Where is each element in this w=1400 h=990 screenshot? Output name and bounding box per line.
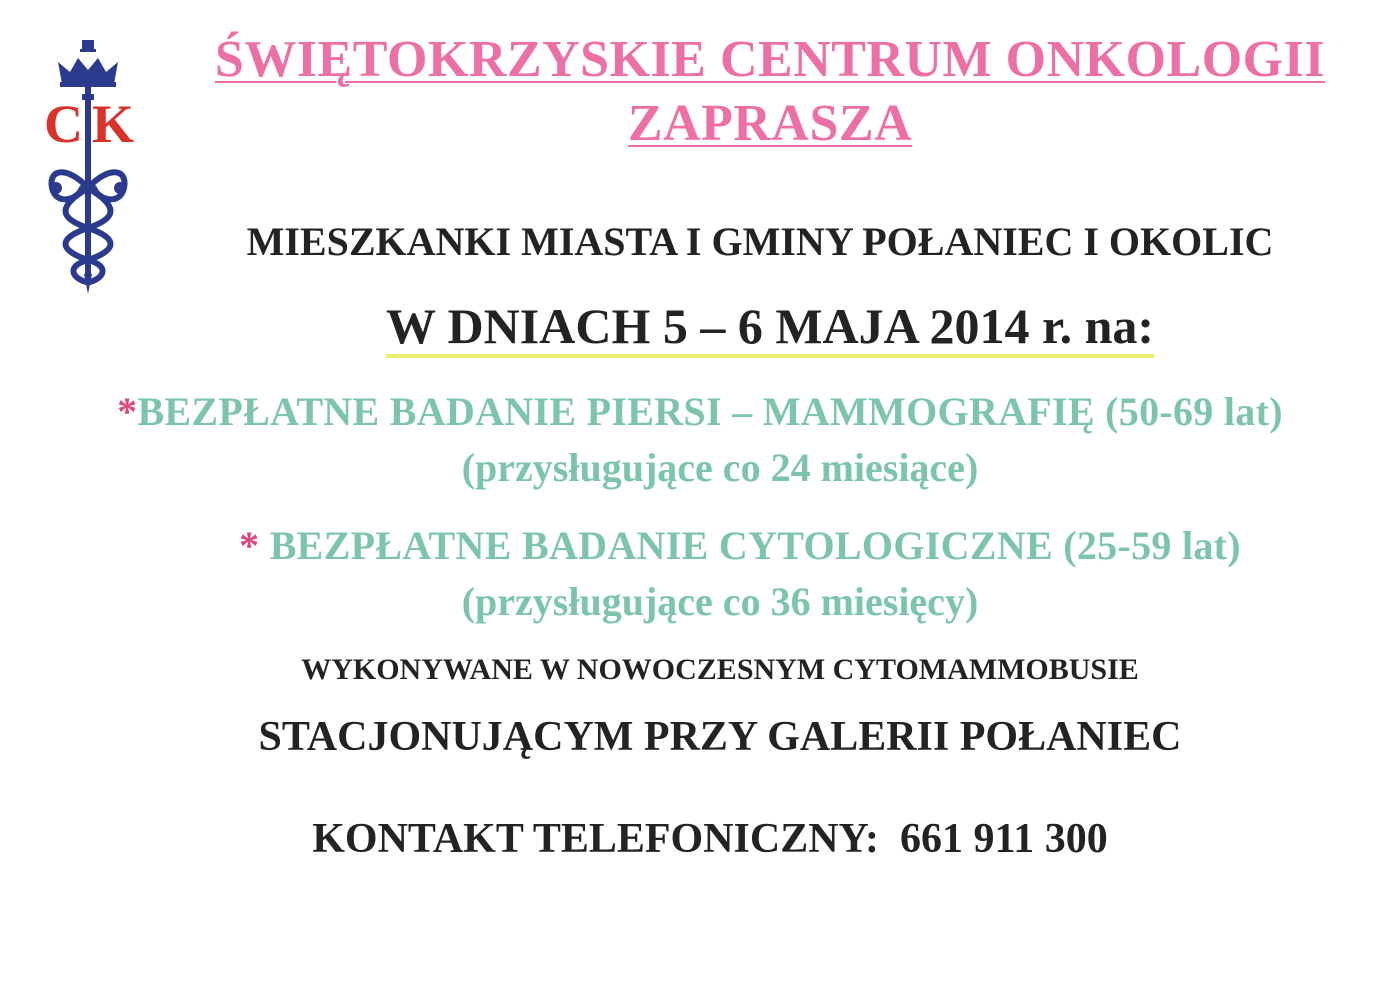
page-title-line1: ŚWIĘTOKRZYSKIE CENTRUM ONKOLOGII xyxy=(214,31,1326,88)
page-title-invite: ZAPRASZA xyxy=(627,95,913,152)
bullet-star: * xyxy=(239,523,270,568)
contact-phone: 661 911 300 xyxy=(900,816,1108,862)
contact-phone-row xyxy=(10,818,1400,860)
stationed-location: STACJONUJĄCYM PRZY GALERII POŁANIEC xyxy=(258,714,1182,760)
logo-letter-c: C xyxy=(44,94,83,154)
logo-letter-k: K xyxy=(92,94,135,154)
exam-cytology-note: (przysługujące co 36 miesięcy) xyxy=(461,579,979,624)
exam-mammography-label: BEZPŁATNE BADANIE PIERSI – MAMMOGRAFIĘ (50-69 lat) xyxy=(137,389,1283,434)
page-title-line2 xyxy=(70,95,1400,152)
residents-heading: MIESZKANKI MIASTA I GMINY POŁANIEC I OKOLIC xyxy=(246,219,1274,264)
exam-mammography xyxy=(0,389,1400,434)
bullet-star: * xyxy=(117,389,138,434)
performed-in-bus: WYKONYWANE W NOWOCZESNYM CYTOMAMMOBUSIE xyxy=(301,653,1139,686)
contact-label: KONTAKT TELEFONICZNY: xyxy=(312,816,880,862)
dates-row xyxy=(70,300,1400,358)
exam-cytology xyxy=(40,523,1400,568)
dates-heading: W DNIACH 5 – 6 MAJA 2014 r. na: xyxy=(386,300,1154,358)
exam-cytology-label: BEZPŁATNE BADANIE CYTOLOGICZNE (25-59 lat) xyxy=(269,523,1241,568)
exam-mammography-note: (przysługujące co 24 miesiące) xyxy=(461,445,979,490)
